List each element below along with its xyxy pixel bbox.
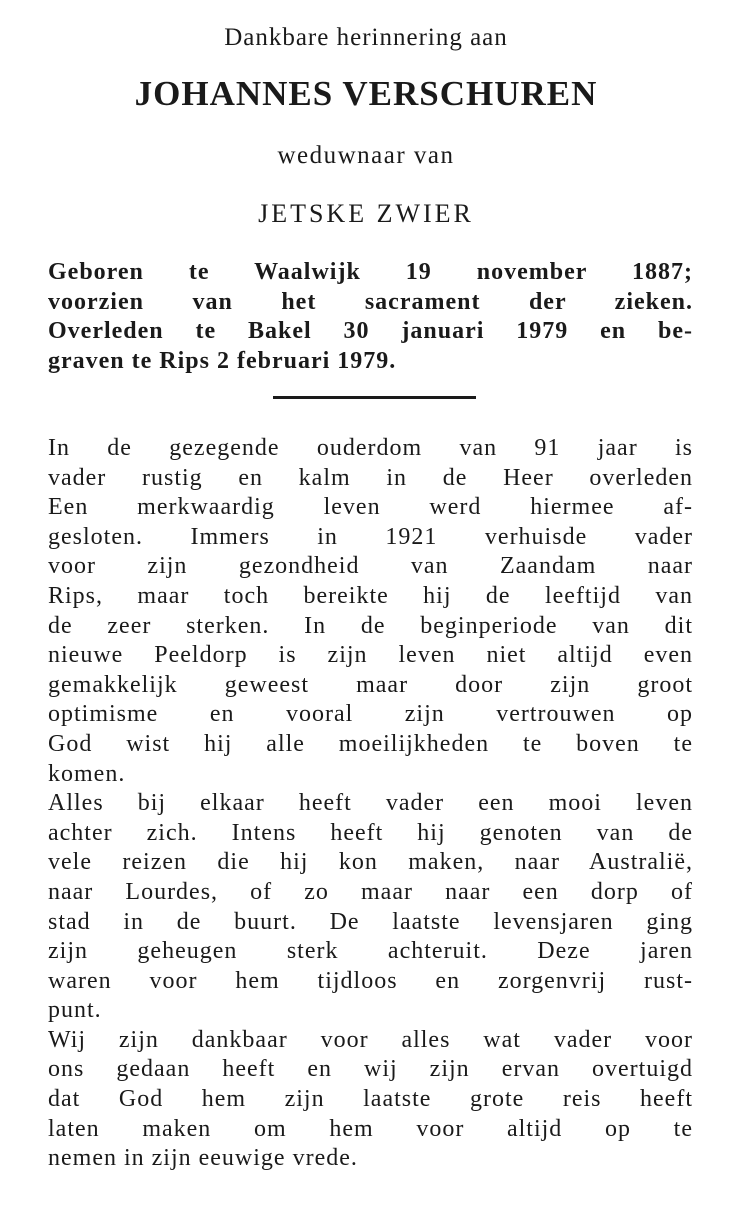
memorial-text xyxy=(48,434,693,1174)
text-line: Alles bij elkaar heeft vader een mooi leven xyxy=(48,790,693,817)
text-line: vader rustig en kalm in de Heer overleden xyxy=(48,464,693,491)
text-line: stad in de buurt. De laatste levensjaren ging xyxy=(48,908,693,935)
text-line: In de gezegende ouderdom van 91 jaar is xyxy=(48,435,693,461)
text-line: nieuwe Peeldorp is zijn leven niet altijd even xyxy=(48,642,693,669)
text-line: Rips, maar toch bereikte hij de leeftijd van xyxy=(48,582,693,609)
vitals-line: voorzien van het sacrament der zieken. xyxy=(48,288,693,315)
vitals-line: Overleden te Bakel 30 januari 1979 en be- xyxy=(48,318,693,344)
text-line: Wij zijn dankbaar voor alles wat vader voor xyxy=(48,1026,693,1053)
text-line: nemen in zijn eeuwige vrede. xyxy=(48,1145,358,1172)
text-line: dat God hem zijn laatste grote reis heeft xyxy=(48,1086,693,1113)
widower-of-line: weduwnaar van xyxy=(277,142,455,169)
text-line: gesloten. Immers in 1921 verhuisde vader xyxy=(48,523,693,550)
deceased-name: JOHANNES VERSCHUREN xyxy=(134,74,598,113)
text-line: voor zijn gezondheid van Zaandam naar xyxy=(48,553,693,580)
text-line: punt. xyxy=(48,997,102,1024)
text-line: naar Lourdes, of zo maar naar een dorp of xyxy=(48,878,693,905)
text-line: achter zich. Intens heeft hij genoten van de xyxy=(48,819,693,846)
text-line: ons gedaan heeft en wij zijn ervan overtuigd xyxy=(48,1056,693,1083)
vitals-line: Geboren te Waalwijk 19 november 1887; xyxy=(48,259,693,285)
text-line: Een merkwaardig leven werd hiermee af- xyxy=(48,494,693,521)
spouse-name: JETSKE ZWIER xyxy=(258,199,474,228)
text-line: waren voor hem tijdloos en zorgenvrij rust- xyxy=(48,967,693,994)
intro-line: Dankbare herinnering aan xyxy=(224,24,508,51)
divider-rule xyxy=(273,396,476,399)
text-line: vele reizen die hij kon maken, naar Australië, xyxy=(48,849,693,876)
text-line: de zeer sterken. In de beginperiode van dit xyxy=(48,612,693,639)
text-line: komen. xyxy=(48,760,126,787)
vitals-line: graven te Rips 2 februari 1979. xyxy=(48,347,397,374)
text-line: God wist hij alle moeilijkheden te boven te xyxy=(48,730,693,757)
text-line: optimisme en vooral zijn vertrouwen op xyxy=(48,701,693,728)
text-line: zijn geheugen sterk achteruit. Deze jaren xyxy=(48,938,693,965)
text-line: laten maken om hem voor altijd op te xyxy=(48,1115,693,1142)
text-line: gemakkelijk geweest maar door zijn groot xyxy=(48,671,693,698)
vital-records xyxy=(48,258,693,376)
